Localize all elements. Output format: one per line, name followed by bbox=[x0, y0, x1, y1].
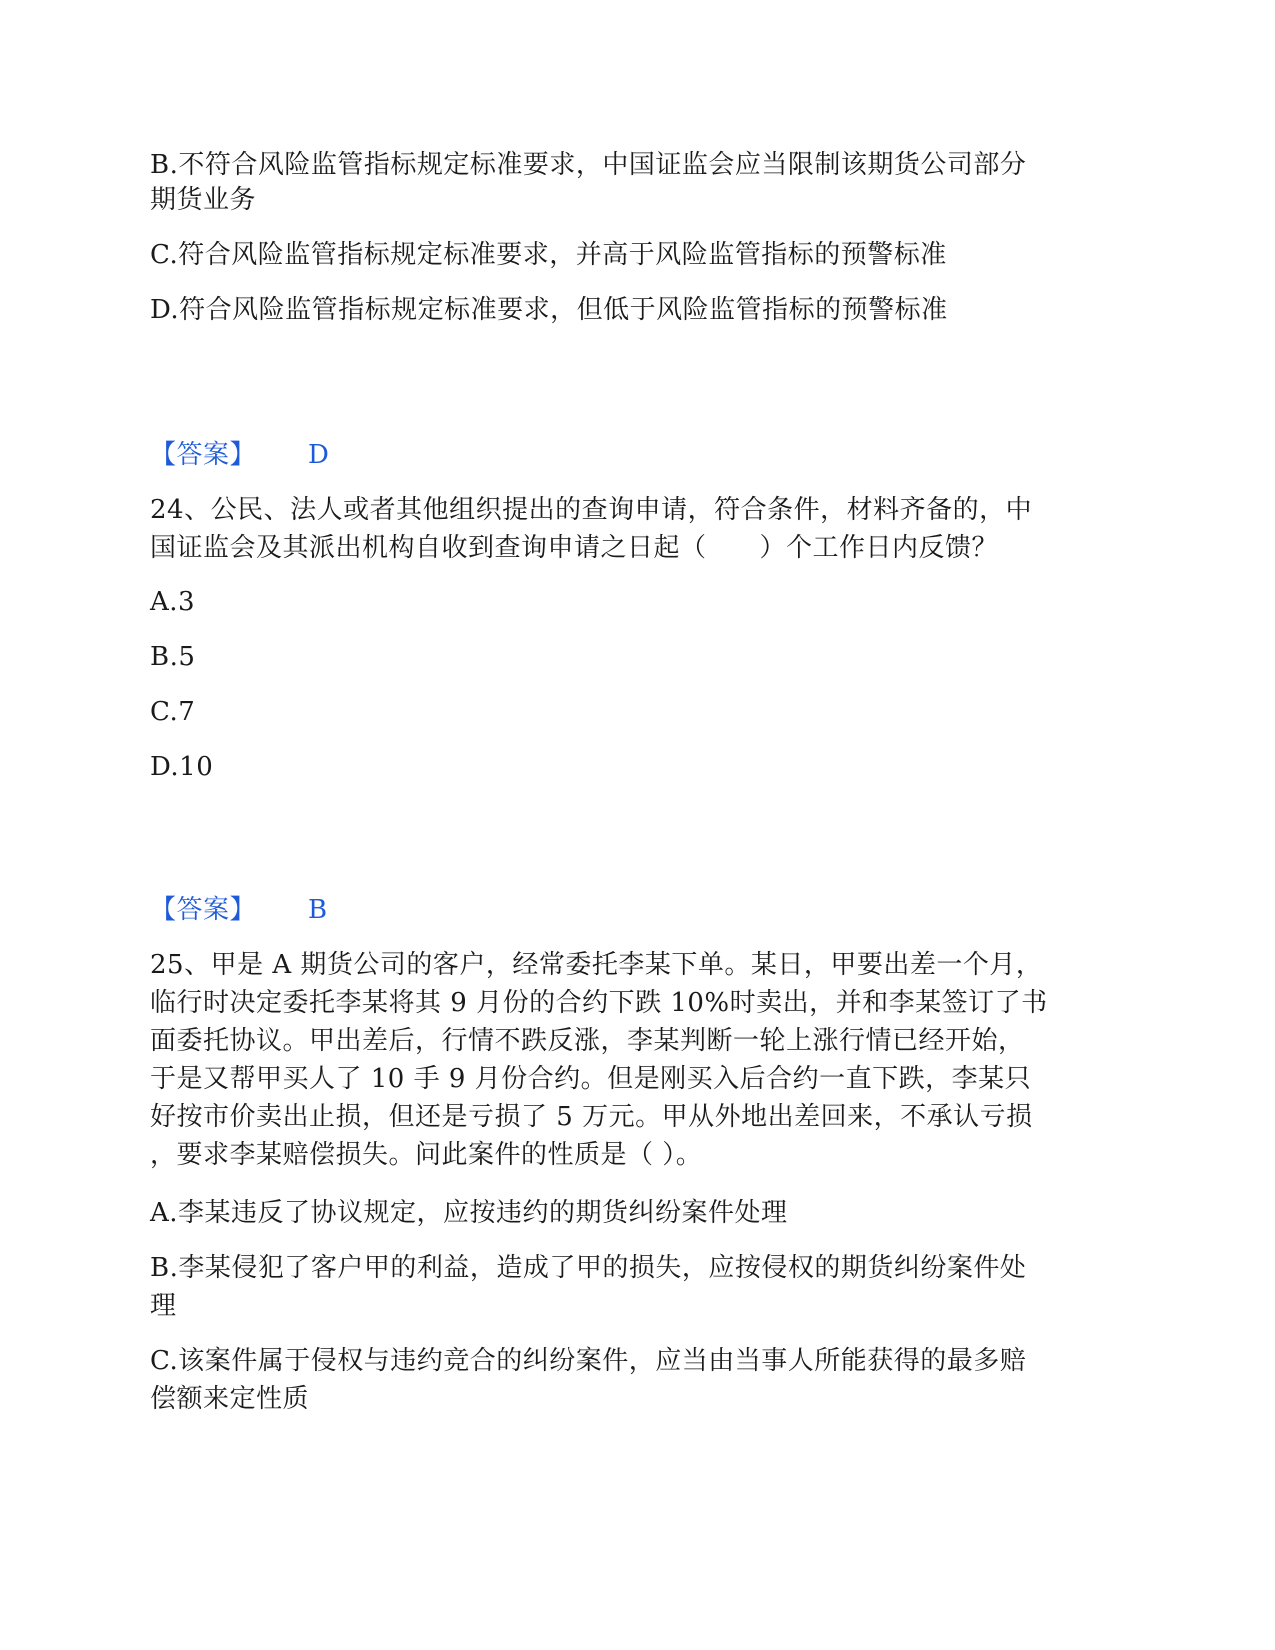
q24-stem-line1: 24、公民、法人或者其他组织提出的查询申请，符合条件，材料齐备的，中 bbox=[150, 495, 1033, 525]
q25-stem-line5: 好按市价卖出止损，但还是亏损了 5 万元。甲从外地出差回来，不承认亏损 bbox=[150, 1102, 1033, 1132]
q25-stem-line6: ，要求李某赔偿损失。问此案件的性质是（ ）。 bbox=[150, 1140, 703, 1170]
q24-option-d: D.10 bbox=[150, 752, 214, 782]
q25-stem-line1: 25、甲是 A 期货公司的客户，经常委托李某下单。某日，甲要出差一个月， bbox=[150, 950, 1043, 980]
answer-value: B bbox=[308, 895, 328, 925]
q25-stem-line4: 于是又帮甲买人了 10 手 9 月份合约。但是刚买入后合约一直下跌，李某只 bbox=[150, 1064, 1032, 1094]
q25-option-c-line1: C.该案件属于侵权与违约竞合的纠纷案件，应当由当事人所能获得的最多赔 bbox=[150, 1346, 1027, 1376]
q23-option-b-line1: B.不符合风险监管指标规定标准要求，中国证监会应当限制该期货公司部分 bbox=[150, 150, 1027, 180]
q24-option-a: A.3 bbox=[150, 587, 196, 617]
q23-answer bbox=[150, 435, 1130, 475]
q25-option-b-line1: B.李某侵犯了客户甲的利益，造成了甲的损失，应按侵权的期货纠纷案件处 bbox=[150, 1253, 1027, 1283]
q23-option-d: D.符合风险监管指标规定标准要求，但低于风险监管指标的预警标准 bbox=[150, 295, 948, 325]
q25-stem-line2: 临行时决定委托李某将其 9 月份的合约下跌 10%时卖出，并和李某签订了书 bbox=[150, 988, 1048, 1018]
q25-option-a: A.李某违反了协议规定，应按违约的期货纠纷案件处理 bbox=[150, 1198, 788, 1228]
answer-value: D bbox=[308, 440, 330, 470]
q25-option-b-line2: 理 bbox=[150, 1291, 177, 1321]
q25-option-c-line2: 偿额来定性质 bbox=[150, 1384, 310, 1414]
q24-option-b: B.5 bbox=[150, 642, 196, 672]
q24-answer bbox=[150, 890, 1130, 930]
q23-option-c: C.符合风险监管指标规定标准要求，并高于风险监管指标的预警标准 bbox=[150, 240, 947, 270]
q24-option-c: C.7 bbox=[150, 697, 196, 727]
answer-label: 【答案】 bbox=[150, 895, 257, 925]
q23-option-b-line2: 期货业务 bbox=[150, 185, 257, 215]
answer-label: 【答案】 bbox=[150, 440, 257, 470]
q24-stem-line2: 国证监会及其派出机构自收到查询申请之日起（ ）个工作日内反馈？ bbox=[150, 533, 999, 563]
q25-stem-line3: 面委托协议。甲出差后，行情不跌反涨，李某判断一轮上涨行情已经开始， bbox=[150, 1026, 1025, 1056]
